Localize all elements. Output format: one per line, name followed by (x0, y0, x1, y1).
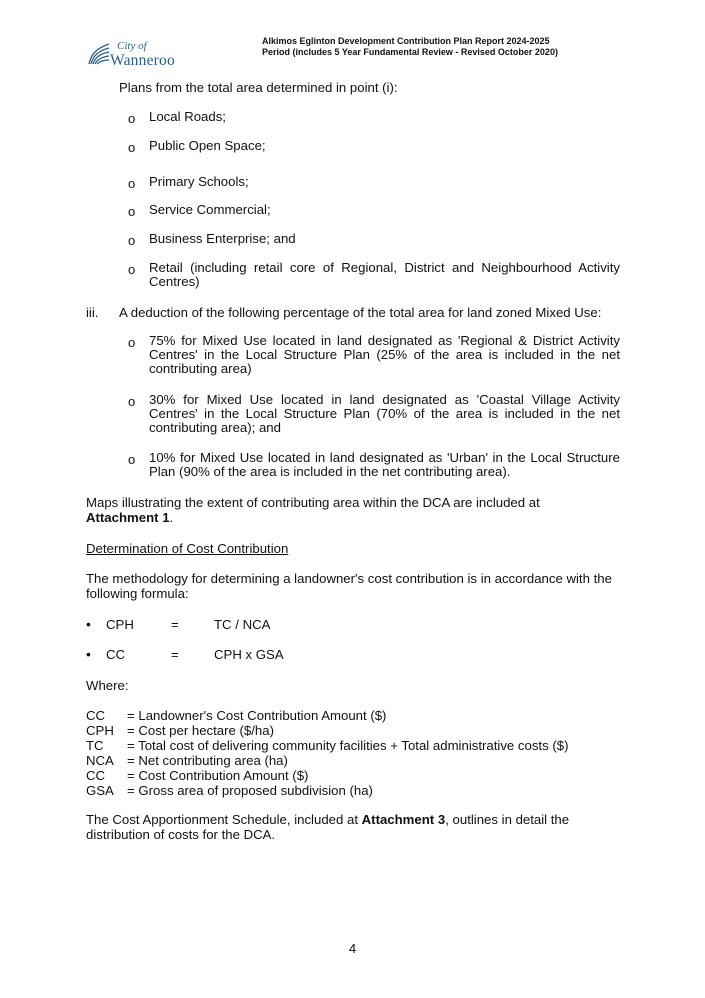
sub-marker: o (128, 233, 136, 248)
sub-marker: o (128, 111, 136, 126)
logo-text-city-of: City of (117, 40, 147, 52)
list-item: 75% for Mixed Use located in land designated as 'Regional & District Activity Centres' in the Local Structure Plan (25% of the area is included in the net contributing area) (149, 333, 620, 376)
definition-key: CC (86, 708, 106, 723)
page-number: 4 (348, 941, 357, 956)
sub-marker: o (128, 452, 136, 467)
maps-end: . (169, 510, 174, 525)
header-title-line2: Period (includes 5 Year Fundamental Review - Revised October 2020) (262, 47, 558, 57)
list-item: Primary Schools; (149, 174, 249, 189)
list-item: 30% for Mixed Use located in land designated as 'Coastal Village Activity Centres' in the Local Structure Plan (70% of the area is included in the net contributing area); and (149, 392, 620, 435)
list-item: 10% for Mixed Use located in land designated as 'Urban' in the Local Structure Plan (90% of the area is included in the net contributing area). (149, 450, 620, 479)
maps-paragraph (86, 495, 616, 525)
definition-value: = Total cost of delivering community facilities + Total administrative costs ($) (127, 738, 569, 753)
item-iii-text: A deduction of the following percentage of the total area for land zoned Mixed Use: (119, 305, 602, 320)
definition-value: = Landowner's Cost Contribution Amount ($) (127, 708, 387, 723)
sub-marker: o (128, 335, 136, 350)
intro-line: Plans from the total area determined in point (i): (119, 80, 398, 95)
sub-marker: o (128, 262, 136, 277)
closing-paragraph (86, 812, 586, 842)
formula-bullet: • (86, 616, 91, 632)
item-iii-marker: iii. (86, 305, 99, 320)
closing-text-1: The Cost Apportionment Schedule, included at (86, 812, 358, 827)
attachment-3-link: Attachment 3 (361, 812, 446, 827)
list-item: Service Commercial; (149, 202, 271, 217)
method-paragraph: The methodology for determining a landowner's cost contribution is in accordance with the following formula: (86, 571, 612, 601)
logo-text-wanneroo: Wanneroo (110, 52, 175, 69)
definition-key: TC (86, 738, 104, 753)
maps-text: Maps illustrating the extent of contributing area within the DCA are included at (86, 495, 540, 510)
list-item: Local Roads; (149, 109, 226, 124)
definition-key: GSA (86, 783, 114, 798)
where-label: Where: (86, 678, 129, 693)
list-item: Retail (including retail core of Regional, District and Neighbourhood Activity Centres) (149, 260, 620, 289)
closing-text-2: , outlines in detail the distribution of costs for the DCA. (86, 812, 570, 842)
sub-marker: o (128, 176, 136, 191)
sub-marker: o (128, 140, 136, 155)
formula-lhs: CC (106, 647, 126, 662)
definition-value: = Cost Contribution Amount ($) (127, 768, 309, 783)
formula-rhs: CPH x GSA (214, 647, 284, 662)
formula-bullet: • (86, 646, 91, 662)
definition-key: CPH (86, 723, 114, 738)
sub-marker: o (128, 394, 136, 409)
formula-rhs: TC / NCA (214, 617, 271, 632)
formula-eq: = (171, 617, 179, 632)
section-heading (86, 541, 288, 556)
formula-eq: = (171, 647, 179, 662)
definition-value: = Cost per hectare ($/ha) (127, 723, 274, 738)
attachment-1-link: Attachment 1 (86, 510, 170, 525)
sub-marker: o (128, 204, 136, 219)
definition-value: = Net contributing area (ha) (127, 753, 288, 768)
header-title-line1: Alkimos Eglinton Development Contribution Plan Report 2024-2025 (262, 36, 550, 46)
list-item: Public Open Space; (149, 138, 266, 153)
section-heading-text: Determination of Cost Contribution (86, 541, 289, 556)
definition-value: = Gross area of proposed subdivision (ha) (127, 783, 373, 798)
document-header (262, 36, 622, 58)
list-item: Business Enterprise; and (149, 231, 296, 246)
definition-key: CC (86, 768, 106, 783)
definition-key: NCA (86, 753, 114, 768)
formula-lhs: CPH (106, 617, 134, 632)
